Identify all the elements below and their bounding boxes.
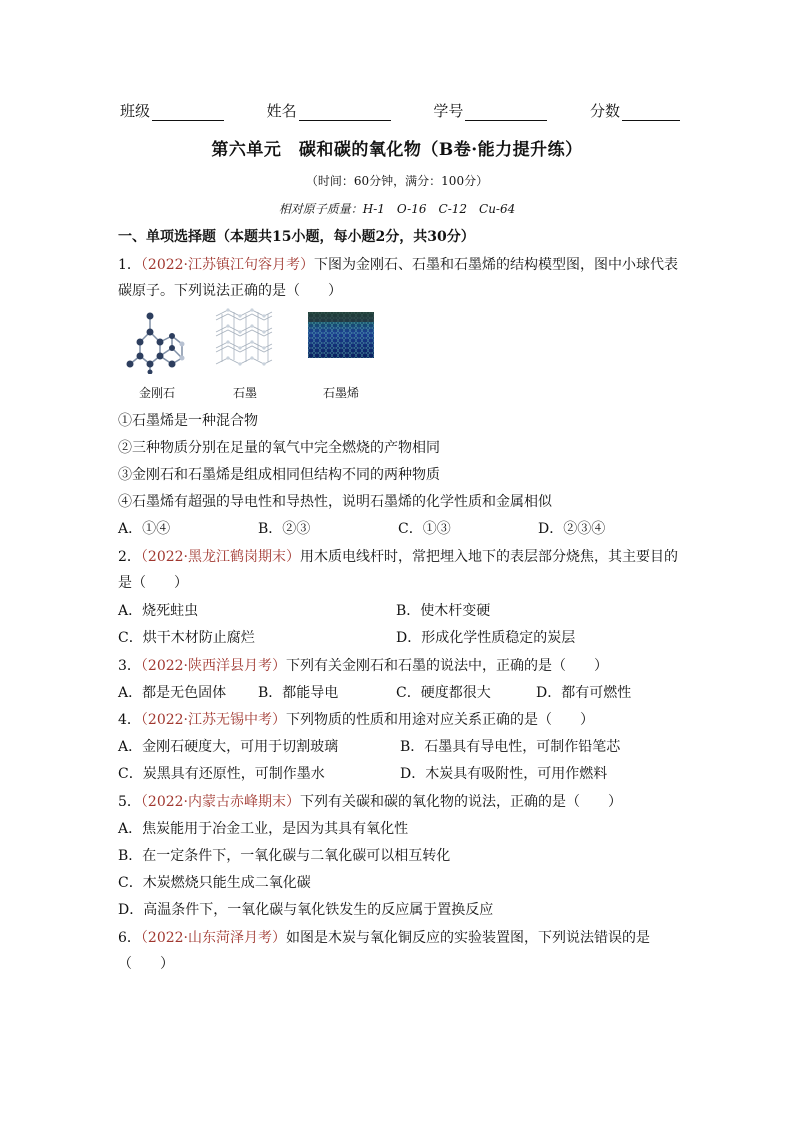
question-6-line-2: （ ） [118,956,174,972]
option-a[interactable]: A．烧死蛀虫 [118,603,199,619]
option-a[interactable]: A．都是无色固体 [118,685,227,701]
statement-4: ④石墨烯有超强的导电性和导热性，说明石墨烯的化学性质和金属相似 [118,494,552,510]
question-text: 用木质电线杆时，常把埋入地下的表层部分烧焦，其主要目的 [300,549,679,565]
id-label: 学号 [433,102,464,120]
question-text: 下列有关金刚石和石墨的说法中，正确的是（ ） [286,658,609,674]
student-info-row [120,100,680,121]
class-field[interactable] [120,100,224,121]
question-number: 6． [118,930,141,946]
question-2-line-2: 是（ ） [118,575,188,591]
diamond-structure-icon [126,308,188,374]
class-blank[interactable] [152,104,224,121]
question-2-options-row-1 [118,600,656,620]
option-b[interactable]: B．石墨具有导电性，可制作铅笔芯 [400,739,621,755]
question-4-options-row-1 [118,736,660,756]
name-blank[interactable] [299,104,391,121]
class-label: 班级 [120,102,151,120]
option-c[interactable]: C．①③ [398,521,451,537]
question-text: 下列物质的性质和用途对应关系正确的是（ ） [286,712,595,728]
question-number: 1． [118,257,141,273]
question-4-options-row-2 [118,763,660,783]
time-info: （时间：60分钟，满分：100分） [305,174,489,188]
statement-3: ③金刚石和石墨烯是组成相同但结构不同的两种物质 [118,467,440,483]
option-d[interactable]: D．②③④ [538,521,606,537]
question-2-line-1 [118,546,678,566]
question-source: （2022·江苏镇江句容月考） [140,257,315,273]
question-2-options-row-2 [118,627,656,647]
carbon-structures-figure [118,308,388,398]
question-text: 如图是木炭与氧化铜反应的实验装置图，下列说法错误的是 [286,930,651,946]
diamond-label: 金刚石 [138,386,175,400]
section-heading: 一、单项选择题（本题共15小题，每小题2分，共30分） [118,229,475,245]
option-c[interactable]: C．烘干木材防止腐烂 [118,630,255,646]
question-number: 4． [118,712,141,728]
question-1-line-1 [118,254,678,274]
option-d[interactable]: D．高温条件下，一氧化碳与氧化铁发生的反应属于置换反应 [118,902,494,918]
question-number: 5． [118,794,141,810]
id-field[interactable] [433,100,547,121]
graphite-label: 石墨 [232,386,257,400]
page-title: 第六单元 碳和碳的氧化物（B卷·能力提升练） [211,140,583,160]
question-number: 2． [118,549,141,565]
option-d[interactable]: D．木炭具有吸附性，可用作燃料 [400,766,608,782]
score-label: 分数 [589,102,620,120]
question-3-options [118,682,656,702]
question-source: （2022·江苏无锡中考） [140,712,287,728]
option-b[interactable]: B．都能导电 [258,685,339,701]
statement-2: ②三种物质分别在足量的氧气中完全燃烧的产物相同 [118,440,440,456]
question-source: （2022·山东菏泽月考） [140,930,287,946]
graphene-label: 石墨烯 [322,386,359,400]
statement-1: ①石墨烯是一种混合物 [118,413,258,429]
question-4-line-1 [118,709,594,729]
question-number: 3． [118,658,141,674]
atomic-mass-info: 相对原子质量：H-1 O-16 C-12 Cu-64 [278,202,516,216]
option-b[interactable]: B．在一定条件下，一氧化碳与二氧化碳可以相互转化 [118,848,451,864]
question-3-line-1 [118,655,608,675]
option-a[interactable]: A．①④ [118,521,171,537]
option-b[interactable]: B．②③ [258,521,311,537]
option-b[interactable]: B．使木杆变硬 [396,603,491,619]
option-a[interactable]: A．焦炭能用于冶金工业，是因为其具有氧化性 [118,821,409,837]
graphite-structure-icon [214,308,274,370]
question-source: （2022·陕西洋县月考） [140,658,287,674]
question-1-options [118,518,658,538]
name-field[interactable] [267,100,391,121]
name-label: 姓名 [266,102,297,120]
score-blank[interactable] [622,104,680,121]
question-text: 下图为金刚石、石墨和石墨烯的结构模型图，图中小球代表 [314,257,679,273]
graphene-structure-icon [308,308,374,360]
option-d[interactable]: D．形成化学性质稳定的炭层 [396,630,576,646]
id-blank[interactable] [465,104,547,121]
question-source: （2022·黑龙江鹤岗期末） [140,549,301,565]
question-5-line-1 [118,791,622,811]
option-d[interactable]: D．都有可燃性 [536,685,632,701]
option-c[interactable]: C．炭黑具有还原性，可制作墨水 [118,766,325,782]
score-field[interactable] [590,100,680,121]
option-c[interactable]: C．硬度都很大 [396,685,491,701]
question-text: 下列有关碳和碳的氧化物的说法，正确的是（ ） [300,794,623,810]
question-source: （2022·内蒙古赤峰期末） [140,794,301,810]
option-c[interactable]: C．木炭燃烧只能生成二氧化碳 [118,875,311,891]
question-6-line-1 [118,927,650,947]
option-a[interactable]: A．金刚石硬度大，可用于切割玻璃 [118,739,339,755]
question-1-line-2: 碳原子。下列说法正确的是（ ） [118,283,342,299]
